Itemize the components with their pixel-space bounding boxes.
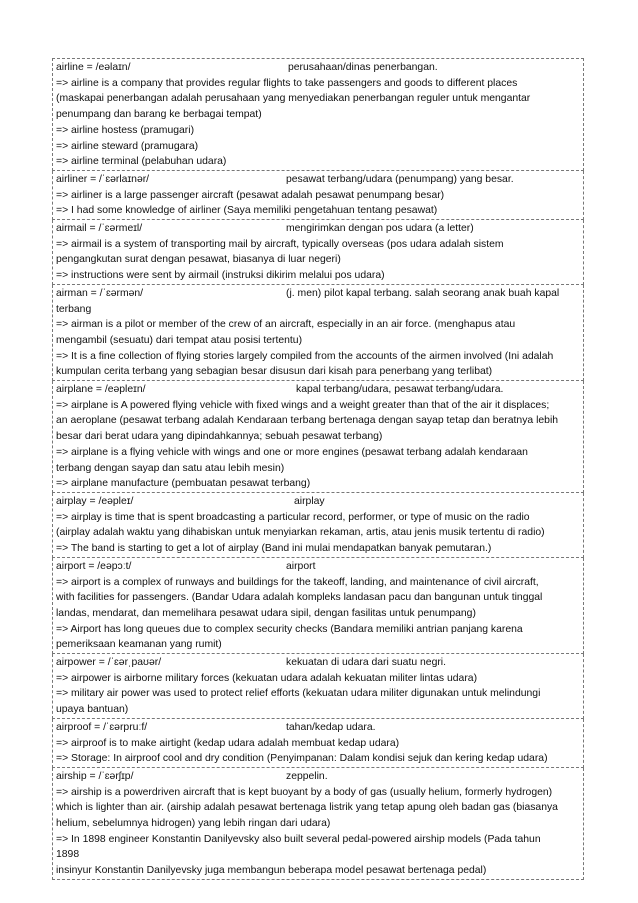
entry-line: => airline steward (pramugara) bbox=[56, 140, 199, 152]
entry-line: => airline is a company that provides regular flights to take passengers and goods to different places bbox=[56, 77, 518, 89]
entry-line: terbang dengan sayap dan satu atau lebih mesin) bbox=[56, 462, 285, 474]
dictionary-sheet bbox=[52, 58, 584, 880]
entry-term: airpower = /ˈɛərˌpaʊər/ bbox=[56, 657, 162, 669]
entry-translation: (j. men) pilot kapal terbang. salah seorang anak buah kapal bbox=[286, 287, 560, 299]
entry-heading bbox=[56, 60, 580, 76]
dictionary-entry bbox=[52, 654, 584, 719]
entry-line: besar dari berat udara yang dipindahkannya; sebuah pesawat terbang) bbox=[56, 431, 383, 443]
entry-line: => I had some knowledge of airliner (Saya memiliki pengetahuan tentang pesawat) bbox=[56, 205, 438, 217]
entry-heading bbox=[56, 720, 580, 736]
entry-line: => In 1898 engineer Konstantin Danilyevsky also built several pedal-powered airship models (Pada tahun bbox=[56, 833, 541, 845]
entry-heading bbox=[56, 172, 580, 188]
entry-translation: pesawat terbang/udara (penumpang) yang besar. bbox=[286, 173, 514, 185]
entry-line: => instructions were sent by airmail (instruksi dikirim melalui pos udara) bbox=[56, 270, 385, 282]
dictionary-entry bbox=[52, 171, 584, 220]
entry-line: mengambil (sesuatu) dari tempat atau posisi tertentu) bbox=[56, 334, 303, 346]
entry-line: => airport is a complex of runways and buildings for the takeoff, landing, and maintenance of civil aircraft, bbox=[56, 576, 539, 588]
entry-translation: airplay bbox=[294, 495, 325, 507]
entry-translation: tahan/kedap udara. bbox=[286, 721, 376, 733]
dictionary-entry bbox=[52, 285, 584, 381]
entry-translation: airport bbox=[286, 560, 316, 572]
dictionary-entry bbox=[52, 381, 584, 493]
entry-line: => It is a fine collection of flying stories largely compiled from the accounts of the airmen involved (Ini adalah bbox=[56, 350, 554, 362]
entry-heading bbox=[56, 286, 580, 302]
dictionary-entry bbox=[52, 768, 584, 880]
dictionary-entry bbox=[52, 220, 584, 285]
entry-translation: zeppelin. bbox=[286, 770, 328, 782]
entry-term: airman = /ˈɛərmən/ bbox=[56, 287, 144, 299]
entry-line: => airmail is a system of transporting mail by aircraft, typically overseas (pos udara adalah sistem bbox=[56, 238, 504, 250]
entry-line: kumpulan cerita terbang yang sebagian besar disusun dari kisah para penerbang yang terlibat) bbox=[56, 366, 493, 378]
entry-term: airship = /ˈɛərʃɪp/ bbox=[56, 770, 134, 782]
entry-line: (maskapai penerbangan adalah perusahaan yang menyediakan penerbangan reguler untuk mengantar bbox=[56, 93, 531, 105]
entry-line: => airplay is time that is spent broadcasting a particular record, performer, or type of music on the radio bbox=[56, 511, 530, 523]
entry-line: => Storage: In airproof cool and dry condition (Penyimpanan: Dalam kondisi sejuk dan kering kedap udara) bbox=[56, 753, 548, 765]
entry-line: => airship is a powerdriven aircraft that is kept buoyant by a body of gas (usually helium, formerly hydrogen) bbox=[56, 786, 553, 798]
entry-term: airmail = /ˈɛərmeɪl/ bbox=[56, 223, 143, 235]
entry-line: (airplay adalah waktu yang dihabiskan untuk menyiarkan rekaman, artis, atau jenis musik tertentu di radio) bbox=[56, 527, 545, 539]
entry-line: => airline hostess (pramugari) bbox=[56, 124, 195, 136]
entry-line: => airman is a pilot or member of the crew of an aircraft, especially in an air force. (menghapus atau bbox=[56, 319, 516, 331]
entry-line: upaya bantuan) bbox=[56, 704, 129, 716]
dictionary-entry bbox=[52, 58, 584, 171]
entry-line: => Airport has long queues due to complex security checks (Bandara memiliki antrian panjang karena bbox=[56, 623, 523, 635]
entry-heading bbox=[56, 382, 580, 398]
entry-line: penumpang dan barang ke berbagai tempat) bbox=[56, 109, 262, 121]
entry-heading bbox=[56, 559, 580, 575]
entry-line: helium, sebelumnya hidrogen) yang lebih ringan dari udara) bbox=[56, 818, 331, 830]
entry-heading bbox=[56, 655, 580, 671]
entry-line: pengangkutan surat dengan pesawat, biasanya di luar negeri) bbox=[56, 254, 341, 266]
entry-line: insinyur Konstantin Danilyevsky juga membangun beberapa model pesawat bertenaga pedal) bbox=[56, 865, 487, 877]
entry-translation: mengirimkan dengan pos udara (a letter) bbox=[286, 223, 474, 235]
entry-line: terbang bbox=[56, 303, 92, 315]
entry-term: airplay = /eəpleɪ/ bbox=[56, 495, 134, 507]
entry-line: => airplane is A powered flying vehicle with fixed wings and a weight greater than that of the air it displaces; bbox=[56, 399, 550, 411]
entry-line: => airpower is airborne military forces (kekuatan udara adalah kekuatan militer lintas udara) bbox=[56, 672, 478, 684]
entry-line: an aeroplane (pesawat terbang adalah Kendaraan terbang bertenaga dengan sayap tetap dan beratnya lebih bbox=[56, 415, 559, 427]
entry-line: => airliner is a large passenger aircraft (pesawat adalah pesawat penumpang besar) bbox=[56, 189, 445, 201]
entry-heading bbox=[56, 221, 580, 237]
entry-line: => airline terminal (pelabuhan udara) bbox=[56, 156, 227, 168]
entry-line: => airplane manufacture (pembuatan pesawat terbang) bbox=[56, 478, 311, 490]
entry-translation: perusahaan/dinas penerbangan. bbox=[288, 62, 438, 73]
entry-term: airliner = /ˈɛərlaɪnər/ bbox=[56, 173, 150, 185]
entry-term: airproof = /ˈɛərpruːf/ bbox=[56, 721, 148, 733]
entry-line: which is lighter than air. (airship adalah pesawat bertenaga listrik yang tetap apung oleh badan gas (biasanya bbox=[56, 802, 558, 814]
entry-line: => airproof is to make airtight (kedap udara adalah membuat kedap udara) bbox=[56, 737, 400, 749]
entry-line: with facilities for passengers. (Bandar Udara adalah kompleks landasan pacu dan bangunan untuk tinggal bbox=[56, 592, 543, 604]
entry-heading bbox=[56, 769, 580, 785]
entry-line: => airplane is a flying vehicle with wings and one or more engines (pesawat terbang adalah kendaraan bbox=[56, 446, 528, 458]
dictionary-entry bbox=[52, 493, 584, 558]
entry-line: landas, mendarat, dan memelihara pesawat udara sipil, dengan fasilitas untuk penumpang) bbox=[56, 607, 476, 619]
entry-heading bbox=[56, 494, 580, 510]
dictionary-entry bbox=[52, 558, 584, 654]
entry-term: airplane = /eəpleɪn/ bbox=[56, 384, 146, 396]
entry-translation: kekuatan di udara dari suatu negri. bbox=[286, 657, 447, 669]
entry-term: airline = /eəlaɪn/ bbox=[56, 62, 131, 73]
dictionary-entry bbox=[52, 719, 584, 768]
entry-translation: kapal terbang/udara, pesawat terbang/udara. bbox=[296, 384, 504, 396]
entry-line: pemeriksaan keamanan yang rumit) bbox=[56, 639, 222, 651]
entry-term: airport = /eəpɔːt/ bbox=[56, 560, 132, 572]
entry-line: => military air power was used to protect relief efforts (kekuatan udara militer digunakan untuk melindungi bbox=[56, 688, 541, 700]
entry-line: => The band is starting to get a lot of airplay (Band ini mulai mendapatkan banyak pemutaran.) bbox=[56, 543, 492, 555]
entry-line: 1898 bbox=[56, 849, 80, 861]
